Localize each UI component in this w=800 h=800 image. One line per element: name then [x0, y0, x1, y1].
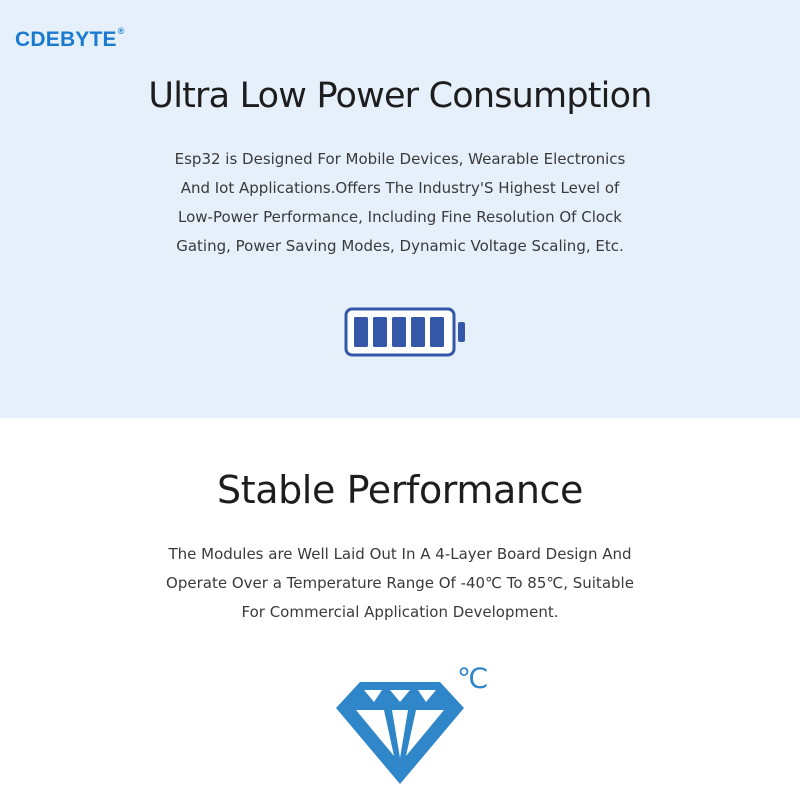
power-description-line-2: And Iot Applications.Offers The Industry'S Highest Level of: [180, 179, 620, 197]
power-description-line-3: Low-Power Performance, Including Fine Resolution Of Clock: [178, 208, 622, 226]
stability-description-line-1: The Modules are Well Laid Out In A 4-Layer Board Design And: [168, 545, 632, 563]
brand-name: CDEBYTE: [15, 28, 117, 51]
stability-description-line-3: For Commercial Application Development.: [241, 603, 559, 621]
stability-section-title: Stable Performance: [216, 468, 584, 512]
power-section-description: [120, 145, 680, 261]
battery-segment: [430, 317, 444, 347]
battery-segment: [373, 317, 387, 347]
battery-full-icon: [343, 306, 469, 358]
celsius-icon: ℃: [457, 662, 489, 695]
battery-segment: [354, 317, 368, 347]
battery-segment: [392, 317, 406, 347]
stability-description-line-2: Operate Over a Temperature Range Of -40℃ To 85℃, Suitable: [166, 574, 634, 592]
power-section-title: Ultra Low Power Consumption: [148, 76, 652, 116]
brand-logo: [15, 23, 125, 52]
battery-terminal: [458, 322, 465, 342]
trademark-symbol: ®: [117, 26, 125, 36]
battery-segment: [411, 317, 425, 347]
power-description-line-1: Esp32 is Designed For Mobile Devices, Wearable Electronics: [174, 150, 626, 168]
stability-section-description: [120, 540, 680, 627]
power-description-line-4: Gating, Power Saving Modes, Dynamic Voltage Scaling, Etc.: [176, 237, 624, 255]
battery-segments: [354, 317, 444, 347]
diamond-icon: [334, 680, 466, 786]
